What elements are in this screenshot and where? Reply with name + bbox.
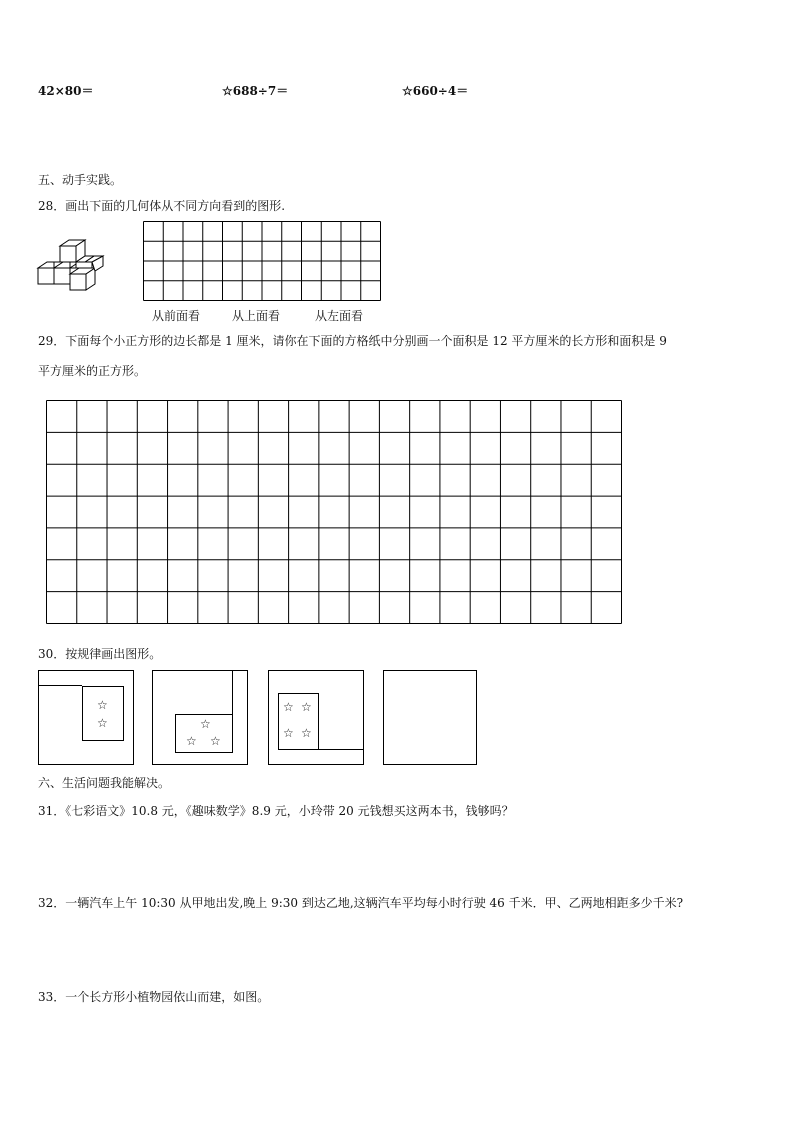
pattern-panel-3-inner-rect	[278, 693, 319, 750]
section6-heading: 六、生活问题我能解决。	[38, 776, 171, 790]
cube-solid-figure	[36, 236, 108, 296]
star-icon: ☆	[210, 734, 221, 748]
pattern-panel-2-line	[232, 671, 233, 715]
pattern-panel-3	[268, 670, 364, 765]
q31-text: 31．《七彩语文》10.8 元，《趣味数学》8.9 元，小玲带 20 元钱想买这两本书，钱够吗？	[38, 804, 514, 818]
calc-item-2: ☆688÷7＝	[222, 84, 289, 98]
pattern-panel-2	[152, 670, 248, 765]
q28-caption-top: 从上面看	[232, 309, 281, 323]
section5-heading: 五、动手实践。	[38, 173, 123, 187]
q29-text-line1: 29．下面每个小正方形的边长都是 1 厘米，请你在下面的方格纸中分别画一个面积是 12 平方厘米的长方形和面积是 9	[38, 334, 667, 348]
pattern-panel-3-line	[318, 749, 364, 750]
q28-caption-front: 从前面看	[152, 309, 201, 323]
q33-text: 33．一个长方形小植物园依山而建，如图。	[38, 990, 270, 1004]
pattern-panel-1	[38, 670, 134, 765]
star-icon: ☆	[301, 700, 312, 714]
star-icon: ☆	[97, 698, 108, 712]
pattern-panel-1-inner-rect	[82, 686, 124, 741]
pattern-panel-1-line	[39, 685, 82, 686]
q32-text: 32．一辆汽车上午 10:30 从甲地出发,晚上 9:30 到达乙地,这辆汽车平均每小时行驶 46 千米．甲、乙两地相距多少千米?	[38, 896, 684, 910]
q30-text: 30．按规律画出图形。	[38, 647, 162, 661]
calc-item-1: 42×80＝	[38, 84, 94, 98]
q29-text-line2: 平方厘米的正方形。	[38, 364, 147, 378]
q28-caption-left: 从左面看	[315, 309, 364, 323]
calc-item-3: ☆660÷4＝	[402, 84, 469, 98]
pattern-panel-2-inner-rect	[175, 714, 233, 753]
star-icon: ☆	[186, 734, 197, 748]
q29-square-grid[interactable]	[46, 400, 622, 624]
star-icon: ☆	[97, 716, 108, 730]
star-icon: ☆	[283, 700, 294, 714]
pattern-panel-4-blank[interactable]	[383, 670, 477, 765]
q28-text: 28．画出下面的几何体从不同方向看到的图形.	[38, 199, 286, 213]
star-icon: ☆	[283, 726, 294, 740]
q28-square-grid[interactable]	[143, 221, 381, 301]
star-icon: ☆	[200, 717, 211, 731]
star-icon: ☆	[301, 726, 312, 740]
